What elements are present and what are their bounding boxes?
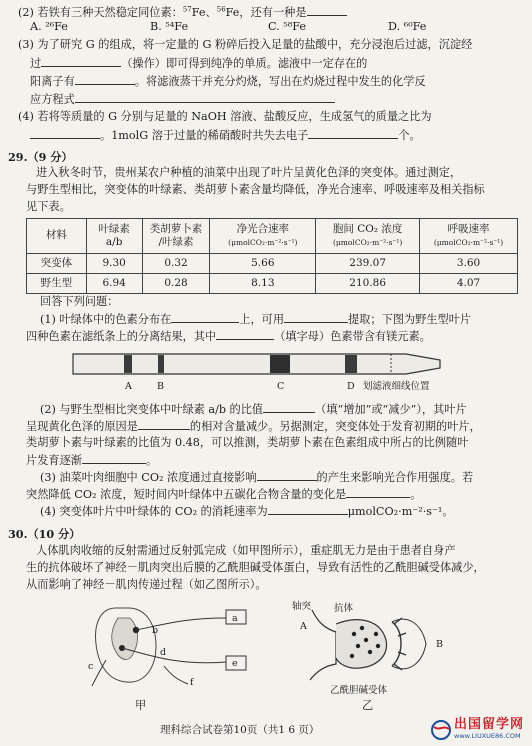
q28-4-line1: (4) 若将等质量的 G 分别与足量的 NaOH 溶液、盐酸反应，生成氢气的质量之比为 bbox=[18, 110, 432, 123]
q28-3-line4: 应方程式 bbox=[30, 93, 335, 105]
watermark-title: 出国留学网 bbox=[454, 717, 525, 732]
table-cell: 3.60 bbox=[420, 254, 518, 274]
q29-data-table bbox=[26, 218, 518, 294]
globe-icon bbox=[430, 719, 452, 741]
fig1-label-f: f bbox=[190, 677, 194, 688]
table-header: 类胡萝卜素 /叶绿素 bbox=[142, 219, 210, 254]
table-cell: 239.07 bbox=[316, 254, 420, 274]
q30-intro-3: 从而影响了神经－肌肉传递过程（如乙图所示）。 bbox=[26, 578, 267, 591]
chromatography-strip bbox=[72, 352, 444, 376]
q28-2-option-a: A. ²⁶Fe bbox=[30, 20, 68, 33]
table-header: 叶绿素 a/b bbox=[86, 219, 142, 254]
table-cell: 5.66 bbox=[210, 254, 316, 274]
fig1-caption: 甲 bbox=[135, 699, 147, 712]
q29-1-line2: 四种色素在滤纸条上的分离结果，其中 （填字母）色素带含有镁元素。 bbox=[26, 330, 431, 343]
table-cell: 6.94 bbox=[86, 274, 142, 294]
fig2-label-antibody: 抗体 bbox=[334, 603, 354, 614]
q28-2-option-d: D. ⁶⁰Fe bbox=[388, 20, 427, 33]
band-label-c: C bbox=[277, 381, 285, 392]
q29-3-line2: 突然降低 CO₂ 浓度，短时间内叶绿体中五碳化合物含量的变化是 。 bbox=[26, 488, 422, 501]
fig2-label-b: B bbox=[436, 639, 443, 650]
fig1-label-b: b bbox=[152, 625, 159, 636]
q29-prompt: 回答下列问题： bbox=[40, 295, 119, 308]
q28-3-line2: 过 （操作）即可得到纯净的单质。滤液中一定存在的 bbox=[30, 57, 368, 70]
watermark-url: www.LIUXUE86.COM bbox=[454, 732, 521, 740]
q28-4-line2: 。1molG 溶于过量的稀硝酸时共失去电子 个。 bbox=[30, 129, 421, 141]
table-header: 净光合速率 (μmolCO₂·m⁻²·s⁻¹) bbox=[210, 219, 316, 254]
table-cell: 9.30 bbox=[86, 254, 142, 274]
table-header-row bbox=[27, 219, 518, 254]
table-row bbox=[27, 274, 518, 294]
pigment-band-d bbox=[345, 355, 357, 373]
q28-2-stem: (2) 若铁有三种天然稳定同位素：$^{57}$Fe、$^{56}$Fe，还有一种是 bbox=[18, 6, 347, 18]
q29-3-line1: (3) 油菜叶肉细胞中 CO₂ 浓度通过直接影响 的产生来影响光合作用强度。若 bbox=[40, 471, 474, 484]
fig1-label-a: a bbox=[232, 613, 238, 624]
q29-2-line4: 片发育逐渐 。 bbox=[26, 454, 158, 467]
band-label-b: B bbox=[157, 381, 164, 392]
page-footer: 理科综合试卷第10页（共1 6 页） bbox=[160, 724, 320, 736]
pigment-band-b bbox=[158, 355, 164, 373]
q29-2-line3: 类胡萝卜素与叶绿素的比值为 0.48，可以推测，类胡萝卜素在色素组成中所占的比例随叶 bbox=[26, 436, 469, 449]
pigment-band-c bbox=[270, 355, 290, 373]
table-header: 材料 bbox=[27, 219, 87, 254]
table-cell: 0.28 bbox=[142, 274, 210, 294]
q30-intro-1: 人体肌肉收缩的反射需通过反射弧完成（如甲图所示），重症肌无力是由于患者自身产 bbox=[36, 544, 456, 557]
fig1-label-e: e bbox=[232, 658, 238, 669]
table-cell: 0.32 bbox=[142, 254, 210, 274]
fig1-label-c: c bbox=[88, 661, 94, 672]
fig2-label-axon: 轴突 bbox=[292, 601, 312, 612]
table-header: 呼吸速率 (μmolCO₂·m⁻²·s⁻¹) bbox=[420, 219, 518, 254]
synapse-figure bbox=[296, 600, 446, 684]
q29-intro-2: 与野生型相比，突变体的叶绿素、类胡萝卜素含量均降低，净光合速率、呼吸速率及相关指标 bbox=[26, 183, 485, 196]
q30-title: 30.（10 分） bbox=[8, 527, 81, 541]
fig1-label-d: d bbox=[160, 647, 167, 658]
q28-2-option-c: C. ⁵⁸Fe bbox=[268, 20, 307, 33]
table-cell: 突变体 bbox=[27, 254, 87, 274]
table-row bbox=[27, 254, 518, 274]
q29-2-line2: 呈现黄化色泽的原因是 的相对含量减少。另据测定，突变体处于发育初期的叶片， bbox=[26, 420, 481, 433]
q28-3-line3: 阳离子有 。将滤液蒸干并充分灼烧，写出在灼烧过程中发生的化学反 bbox=[30, 75, 426, 88]
q28-2-option-b: B. ⁵⁴Fe bbox=[150, 20, 189, 33]
pigment-band-a bbox=[124, 355, 132, 373]
origin-line-label: 划滤液细线位置 bbox=[363, 381, 430, 392]
table-cell: 8.13 bbox=[210, 274, 316, 294]
q29-4-line: (4) 突变体叶片中叶绿体的 CO₂ 的消耗速率为 μmolCO₂·m⁻²·s⁻¹。 bbox=[40, 505, 454, 518]
q29-intro-1: 进入秋冬时节，贵州某农户种植的油菜中出现了叶片呈黄化色泽的突变体。通过测定， bbox=[36, 166, 462, 179]
site-watermark-logo bbox=[430, 718, 528, 742]
reflex-arc-figure bbox=[86, 600, 256, 692]
fig2-label-a: A bbox=[300, 621, 307, 632]
q30-intro-2: 生的抗体破坏了神经－肌肉突出后膜的乙酰胆碱受体蛋白，导致有活性的乙酰胆碱受体减少， bbox=[26, 561, 485, 574]
fig2-caption: 乙 bbox=[362, 699, 374, 712]
table-cell: 4.07 bbox=[420, 274, 518, 294]
q29-1-line1: (1) 叶绿体中的色素分布在 上，可用 提取；下图为野生型叶片 bbox=[40, 313, 472, 326]
table-cell: 210.86 bbox=[316, 274, 420, 294]
fig2-label-receptor: 乙酰胆碱受体 bbox=[330, 685, 388, 696]
q29-2-line1: (2) 与野生型相比突变体中叶绿素 a/b 的比值 （填“增加”或“减少”），其叶片 bbox=[40, 403, 467, 416]
q29-title: 29.（9 分） bbox=[8, 150, 73, 164]
band-label-d: D bbox=[347, 381, 355, 392]
band-label-a: A bbox=[125, 381, 132, 392]
q29-intro-3: 见下表。 bbox=[26, 200, 71, 213]
table-header: 胞间 CO₂ 浓度 (μmolCO₂·m⁻²·s⁻¹) bbox=[316, 219, 420, 254]
q28-3-line1: (3) 为了研究 G 的组成，将一定量的 G 粉碎后投入足量的盐酸中，充分浸泡后过滤，沉淀经 bbox=[18, 38, 473, 51]
table-cell: 野生型 bbox=[27, 274, 87, 294]
